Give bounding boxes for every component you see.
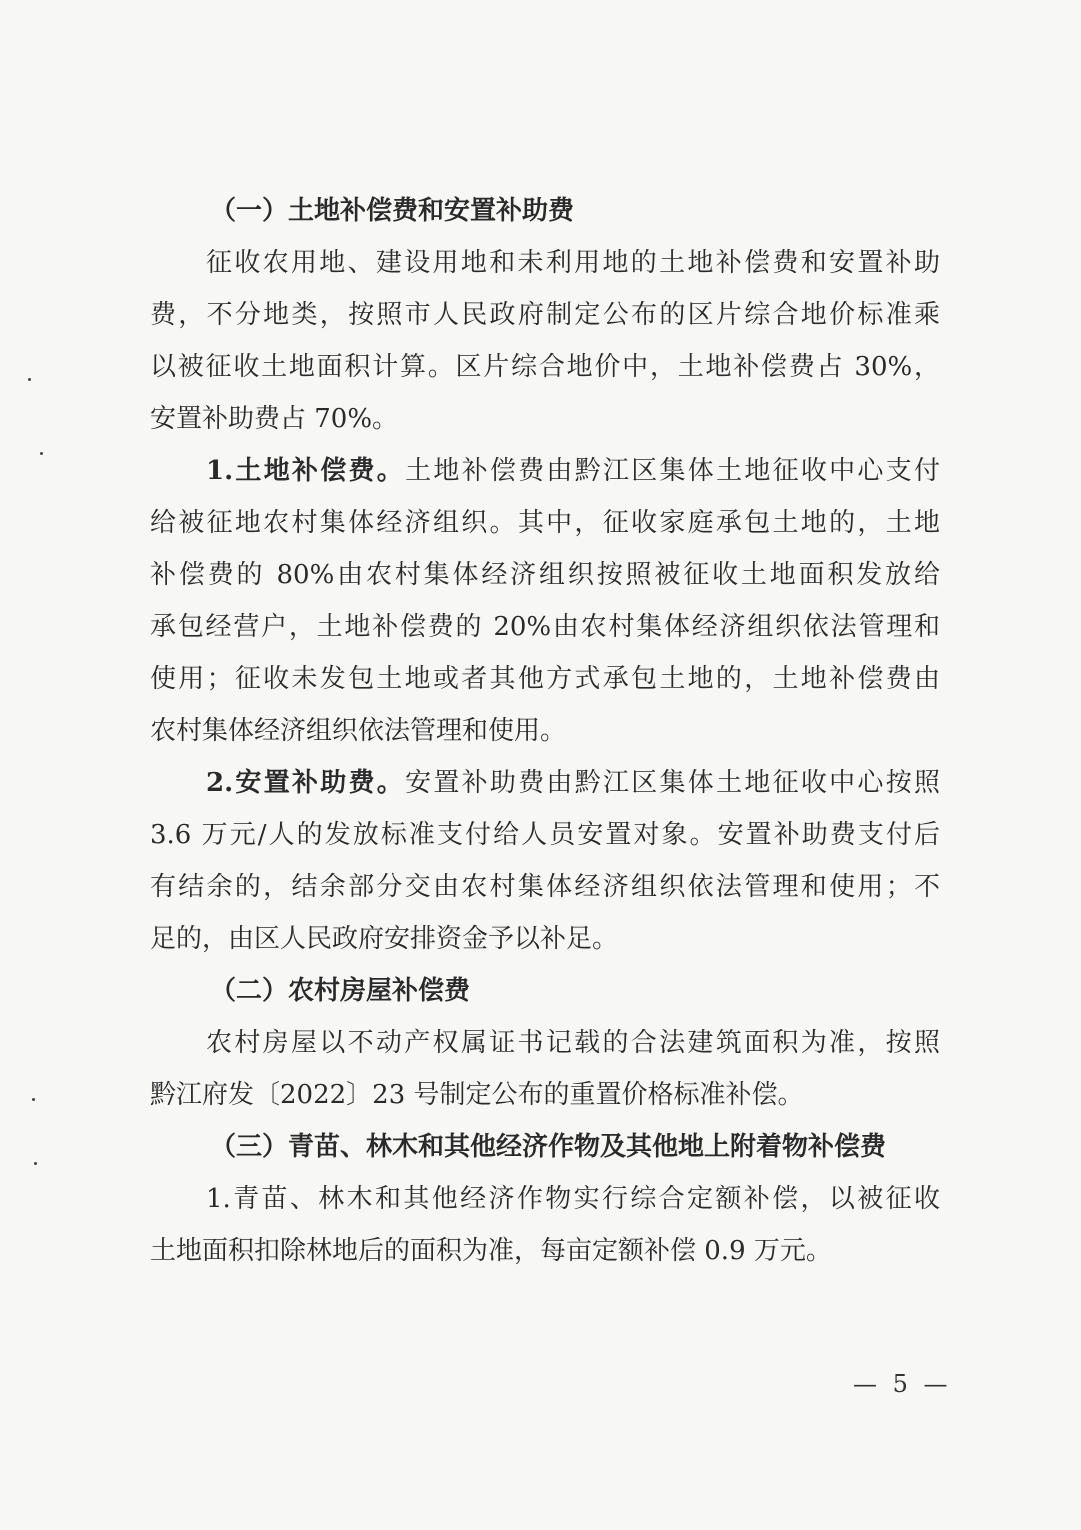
- item-1-text: 土地补偿费由黔江区集体土地征收中心支付: [405, 456, 940, 486]
- section-heading-2: （二）农村房屋补偿费: [210, 976, 471, 1006]
- paragraph-line: 给被征地农村集体经济组织。其中，征收家庭承包土地的，土地: [150, 508, 940, 538]
- item-2-first-line: [150, 757, 940, 809]
- item-1-first-line: [150, 445, 940, 497]
- paragraph-line: 安置补助费占 70%。: [150, 404, 399, 434]
- scan-speck: [32, 1098, 35, 1101]
- paragraph-line: 使用；征收未发包土地或者其他方式承包土地的，土地补偿费由: [150, 664, 940, 694]
- paragraph-line: 承包经营户，土地补偿费的 20%由农村集体经济组织依法管理和: [150, 612, 940, 642]
- item-2-text: 安置补助费由黔江区集体土地征收中心按照: [405, 768, 940, 798]
- paragraph-line: 费，不分地类，按照市人民政府制定公布的区片综合地价标准乘: [150, 300, 940, 330]
- paragraph-line: 足的，由区人民政府安排资金予以补足。: [150, 924, 619, 954]
- paragraph-line: 补偿费的 80%由农村集体经济组织按照被征收土地面积发放给: [150, 560, 940, 590]
- scan-speck: [34, 1162, 37, 1165]
- paragraph-line: 征收农用地、建设用地和未利用地的土地补偿费和安置补助: [206, 248, 940, 278]
- scan-speck: [40, 452, 43, 455]
- page-number: — 5 —: [853, 1370, 952, 1398]
- paragraph-line: 3.6 万元/人的发放标准支付给人员安置对象。安置补助费支付后: [150, 820, 940, 850]
- paragraph-line: 有结余的，结余部分交由农村集体经济组织依法管理和使用；不: [150, 872, 940, 902]
- item-1-lead: 1.土地补偿费。: [206, 456, 406, 486]
- paragraph-line: 以被征收土地面积计算。区片综合地价中，土地补偿费占 30%，: [150, 352, 940, 382]
- paragraph-line: 农村房屋以不动产权属证书记载的合法建筑面积为准，按照: [206, 1028, 940, 1058]
- paragraph-line: 农村集体经济组织依法管理和使用。: [150, 716, 567, 746]
- item-2-lead: 2.安置补助费。: [206, 768, 406, 798]
- section-heading-1: （一）土地补偿费和安置补助费: [210, 196, 575, 226]
- section-heading-3: （三）青苗、林木和其他经济作物及其他地上附着物补偿费: [210, 1132, 887, 1162]
- paragraph-line: 黔江府发〔2022〕23 号制定公布的重置价格标准补偿。: [150, 1080, 804, 1110]
- scan-speck: [28, 378, 31, 381]
- paragraph-line: 1.青苗、林木和其他经济作物实行综合定额补偿，以被征收: [206, 1184, 940, 1214]
- paragraph-line: 土地面积扣除林地后的面积为准，每亩定额补偿 0.9 万元。: [150, 1236, 832, 1266]
- document-body: [150, 185, 940, 1277]
